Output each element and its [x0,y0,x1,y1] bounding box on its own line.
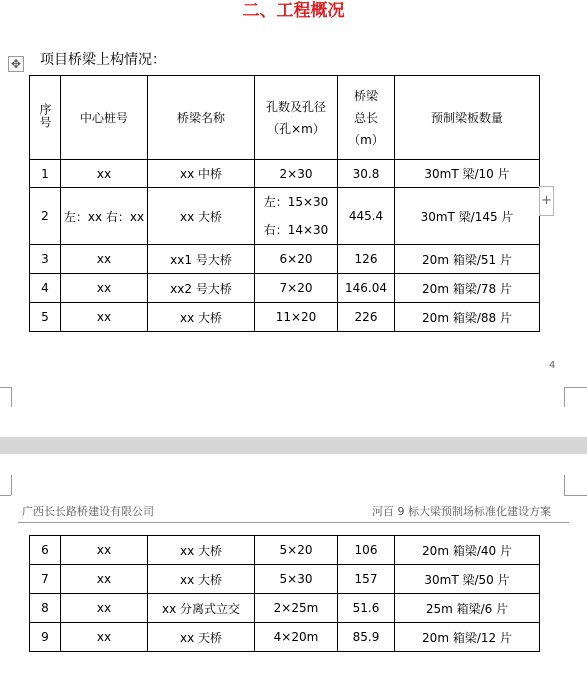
plus-icon: + [541,193,552,208]
table-row [30,623,540,652]
cell-seq: 6 [30,536,61,565]
cell-length: 445.4 [338,188,395,245]
table-row [30,594,540,623]
cell-seq: 5 [30,303,61,332]
header-seq: 序号 [30,76,61,160]
corner-mark [564,475,565,495]
cell-beams: 20m 箱梁/78 片 [395,274,540,303]
cell-seq: 4 [30,274,61,303]
corner-mark [564,495,587,496]
cell-name: xx 大桥 [148,303,255,332]
cell-name: xx 大桥 [148,565,255,594]
cell-spans: 6×20 [255,245,338,274]
cell-length: 30.8 [338,160,395,188]
cell-length: 226 [338,303,395,332]
section-heading: 二、工程概况 [242,1,345,21]
bridge-table-continued [29,535,540,652]
header-document-title: 河百 9 标大梁预制场标准化建设方案 [372,505,551,518]
cell-station: xx [61,303,148,332]
cell-beams: 20m 箱梁/51 片 [395,245,540,274]
table-header-row [30,76,540,160]
table-row [30,188,540,245]
cell-beams: 30mT 梁/50 片 [395,565,540,594]
cell-spans: 5×30 [255,565,338,594]
cell-spans: 2×30 [255,160,338,188]
cell-length: 126 [338,245,395,274]
table-row [30,303,540,332]
cell-beams: 30mT 梁/10 片 [395,160,540,188]
cell-name: xx 中桥 [148,160,255,188]
cell-length: 51.6 [338,594,395,623]
cell-seq: 8 [30,594,61,623]
cell-name: xx 大桥 [148,536,255,565]
cell-spans: 7×20 [255,274,338,303]
cell-length: 146.04 [338,274,395,303]
cell-name: xx 分离式立交 [148,594,255,623]
corner-mark [0,387,11,388]
cell-station: 左：xx 右：xx [61,188,148,245]
table-move-handle[interactable] [8,56,24,72]
cell-spans: 左：15×30 右：14×30 [255,188,338,245]
add-column-button[interactable] [539,186,554,216]
cell-beams: 20m 箱梁/12 片 [395,623,540,652]
cell-seq: 2 [30,188,61,245]
cell-name: xx 天桥 [148,623,255,652]
corner-mark [0,495,11,496]
cell-beams: 20m 箱梁/88 片 [395,303,540,332]
table-row [30,536,540,565]
cell-name: xx1 号大桥 [148,245,255,274]
cell-station: xx [61,245,148,274]
header-station: 中心桩号 [61,76,148,160]
cell-name: xx 大桥 [148,188,255,245]
cell-spans: 2×25m [255,594,338,623]
table-caption: 项目桥梁上构情况： [40,52,166,68]
cell-station: xx [61,160,148,188]
cell-length: 157 [338,565,395,594]
cell-spans: 11×20 [255,303,338,332]
table-row [30,274,540,303]
cell-station: xx [61,594,148,623]
cell-spans: 5×20 [255,536,338,565]
cell-station: xx [61,565,148,594]
cell-name: xx2 号大桥 [148,274,255,303]
cell-seq: 7 [30,565,61,594]
page-number: 4 [549,360,556,371]
header-name: 桥梁名称 [148,76,255,160]
header-spans: 孔数及孔径 （孔×m） [255,76,338,160]
corner-mark [11,387,12,407]
header-beams: 预制梁板数量 [395,76,540,160]
cell-length: 85.9 [338,623,395,652]
cell-length: 106 [338,536,395,565]
cell-seq: 3 [30,245,61,274]
cell-beams: 20m 箱梁/40 片 [395,536,540,565]
header-length: 桥梁 总长 （m） [338,76,395,160]
corner-mark [11,475,12,495]
cell-beams: 30mT 梁/145 片 [395,188,540,245]
header-company: 广西长长路桥建设有限公司 [22,505,154,518]
cell-beams: 25m 箱梁/6 片 [395,594,540,623]
corner-mark [564,387,565,407]
cell-spans: 4×20m [255,623,338,652]
cell-station: xx [61,274,148,303]
table-row [30,565,540,594]
page-gap [0,437,587,454]
bridge-table [29,75,540,332]
cell-station: xx [61,623,148,652]
cell-seq: 1 [30,160,61,188]
table-row [30,160,540,188]
cell-station: xx [61,536,148,565]
table-row [30,245,540,274]
corner-mark [564,387,587,388]
cell-seq: 9 [30,623,61,652]
move-icon: ✥ [10,57,22,71]
header-rule [18,522,569,523]
